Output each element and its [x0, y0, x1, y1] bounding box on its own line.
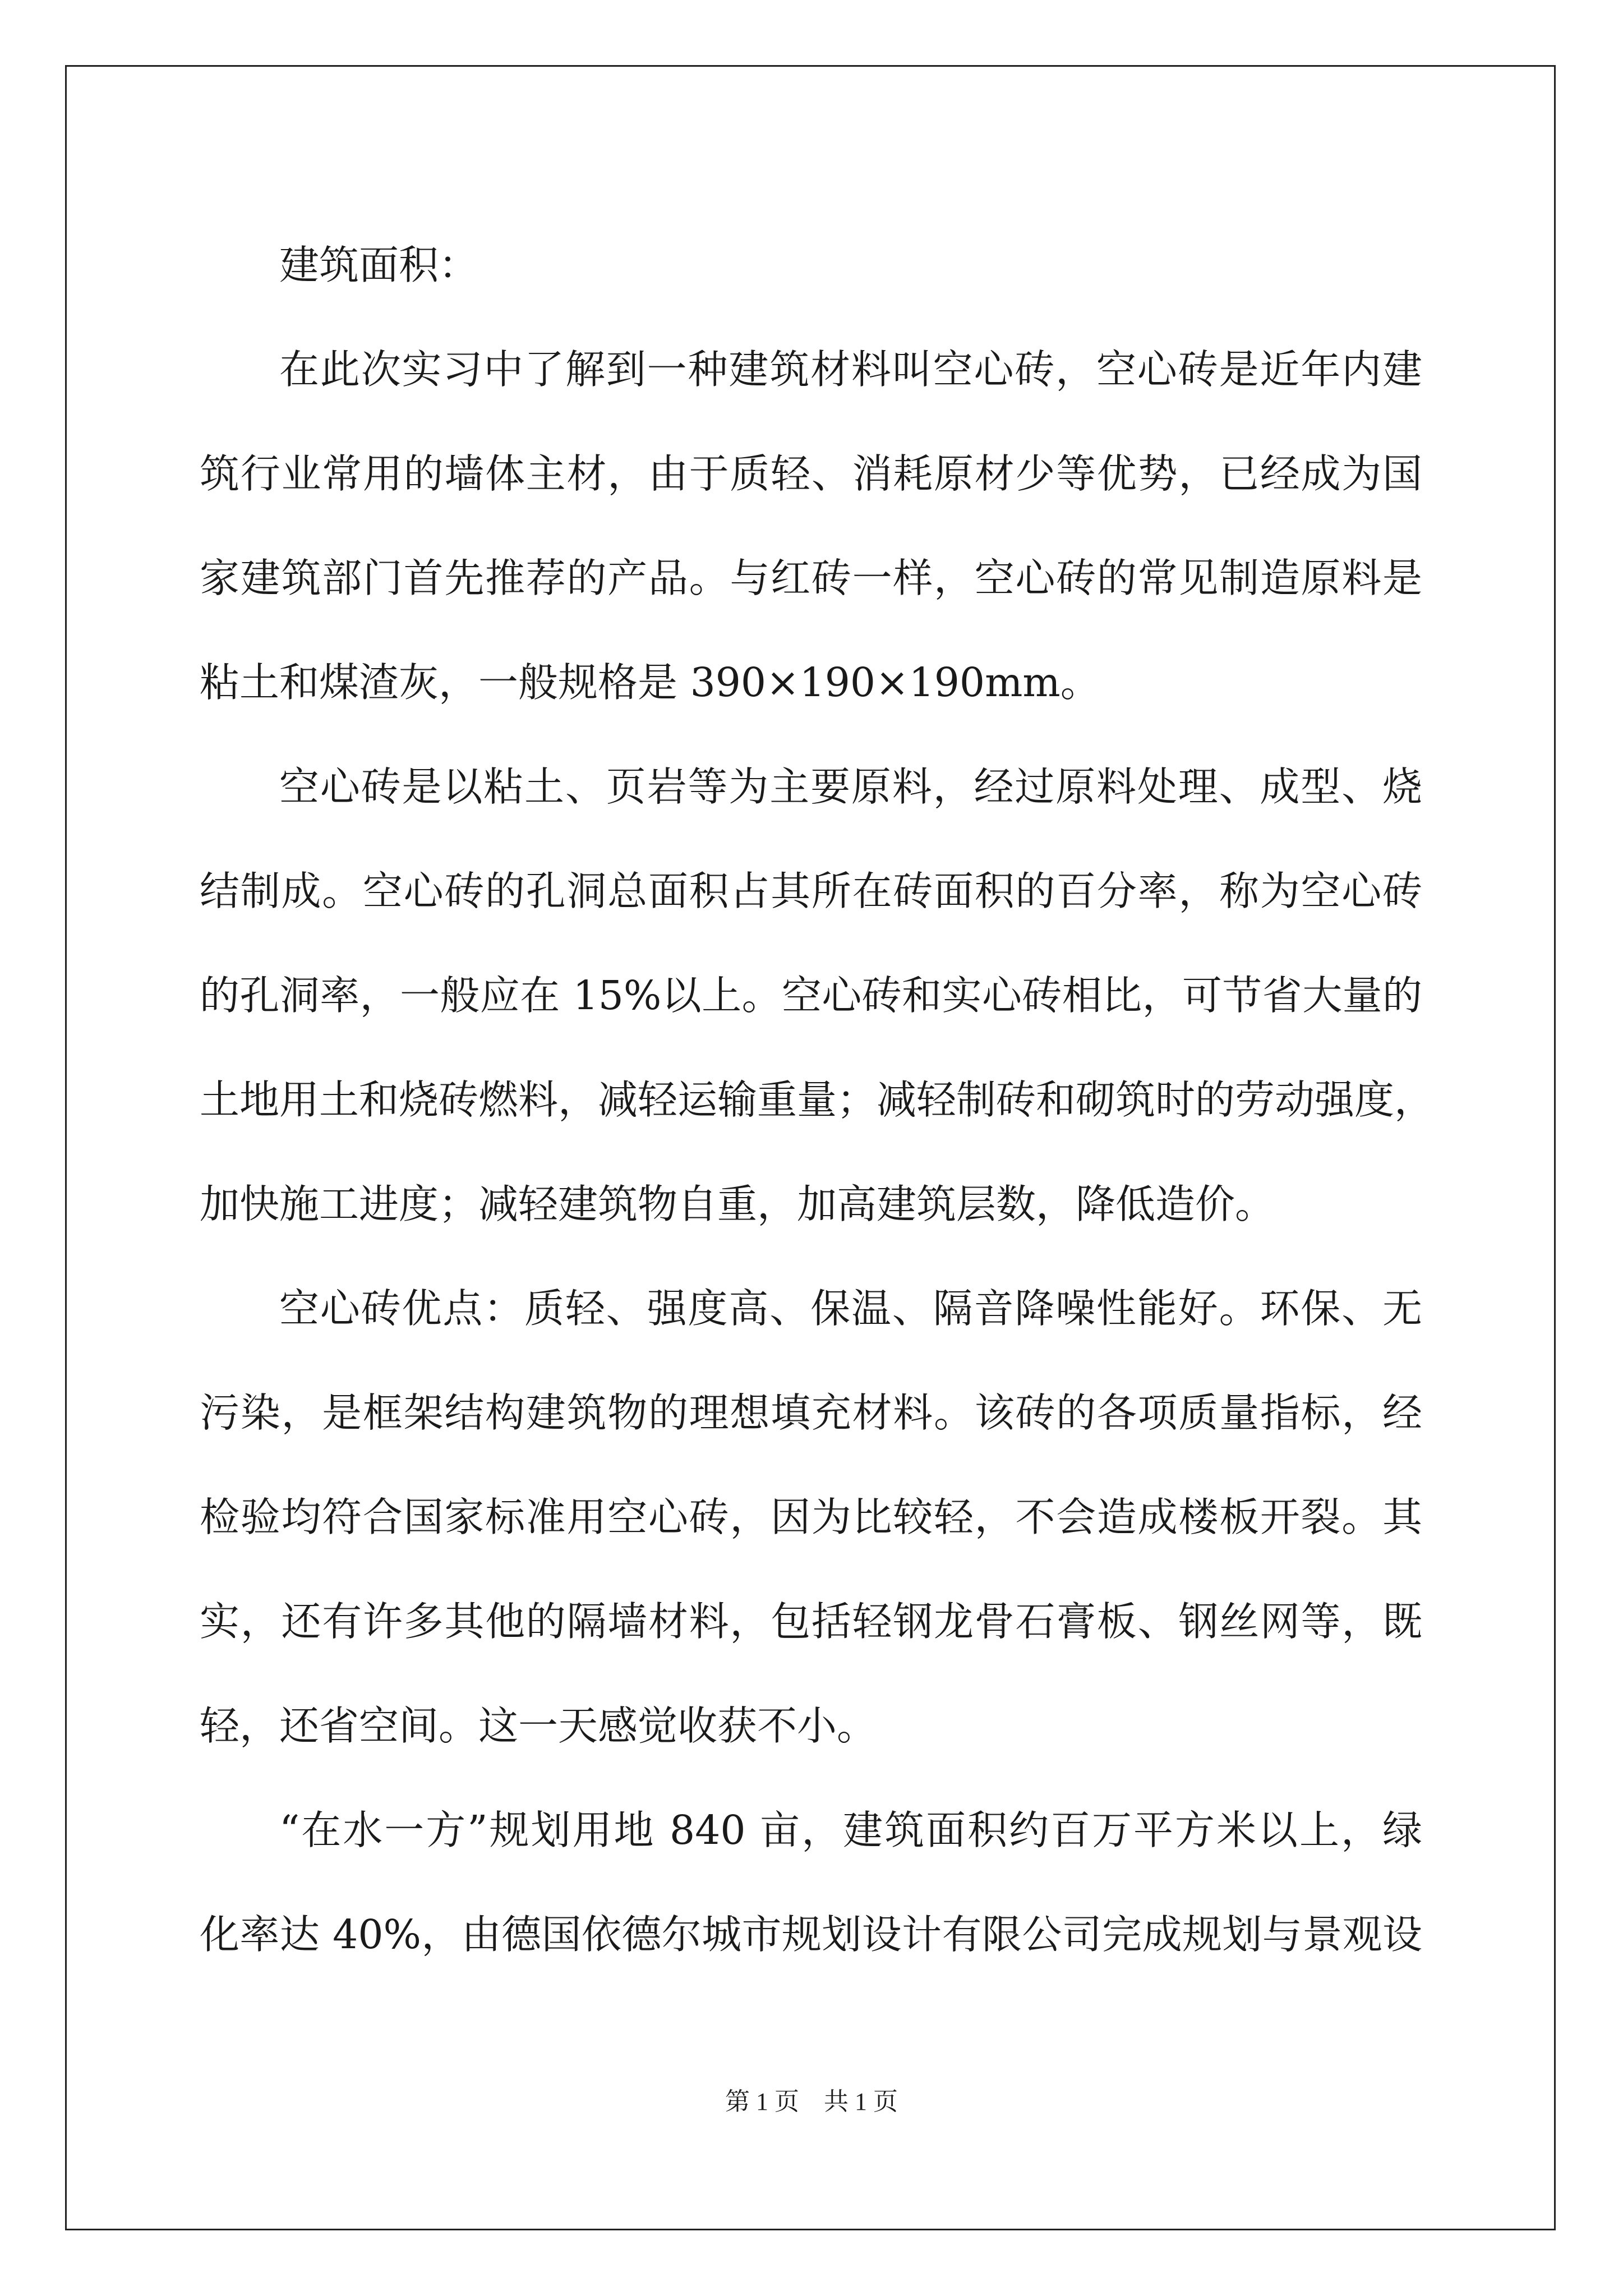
paragraph-line: 空心砖优点：质轻、强度高、保温、隔音降噪性能好。环保、无	[279, 1285, 1422, 1332]
page-footer: 第 1 页 共 1 页	[725, 2088, 898, 2115]
paragraph-line: 检验均符合国家标准用空心砖，因为比较轻，不会造成楼板开裂。其	[200, 1494, 1422, 1540]
paragraph-line: 筑行业常用的墙体主材，由于质轻、消耗原材少等优势，已经成为国	[200, 450, 1422, 497]
document-body	[200, 213, 1435, 1987]
paragraph-line: 粘土和煤渣灰，一般规格是 390×190×190mm。	[200, 659, 1100, 706]
paragraph-line: 化率达 40%，由德国依德尔城市规划设计有限公司完成规划与景观设	[200, 1911, 1422, 1958]
paragraph-line: 空心砖是以粘土、页岩等为主要原料，经过原料处理、成型、烧	[279, 763, 1422, 810]
paragraph-line: 实，还有许多其他的隔墙材料，包括轻钢龙骨石膏板、钢丝网等，既	[200, 1598, 1422, 1645]
paragraph-line: 土地用土和烧砖燃料，减轻运输重量；减轻制砖和砌筑时的劳动强度，	[200, 1076, 1435, 1123]
paragraph-line: 在此次实习中了解到一种建筑材料叫空心砖，空心砖是近年内建	[279, 346, 1422, 393]
paragraph-line: 加快施工进度；减轻建筑物自重，加高建筑层数，降低造价。	[200, 1181, 1275, 1227]
paragraph-line: 家建筑部门首先推荐的产品。与红砖一样，空心砖的常见制造原料是	[200, 555, 1422, 601]
paragraph-line: 的孔洞率，一般应在 15%以上。空心砖和实心砖相比，可节省大量的	[200, 972, 1422, 1019]
paragraph-line: 结制成。空心砖的孔洞总面积占其所在砖面积的百分率，称为空心砖	[200, 868, 1422, 914]
heading-line: 建筑面积：	[279, 242, 479, 288]
paragraph-line: 污染，是框架结构建筑物的理想填充材料。该砖的各项质量指标，经	[200, 1389, 1422, 1436]
paragraph-line: 轻，还省空间。这一天感觉收获不小。	[200, 1703, 877, 1749]
paragraph-line: “在水一方”规划用地 840 亩，建筑面积约百万平方米以上，绿	[279, 1807, 1422, 1853]
